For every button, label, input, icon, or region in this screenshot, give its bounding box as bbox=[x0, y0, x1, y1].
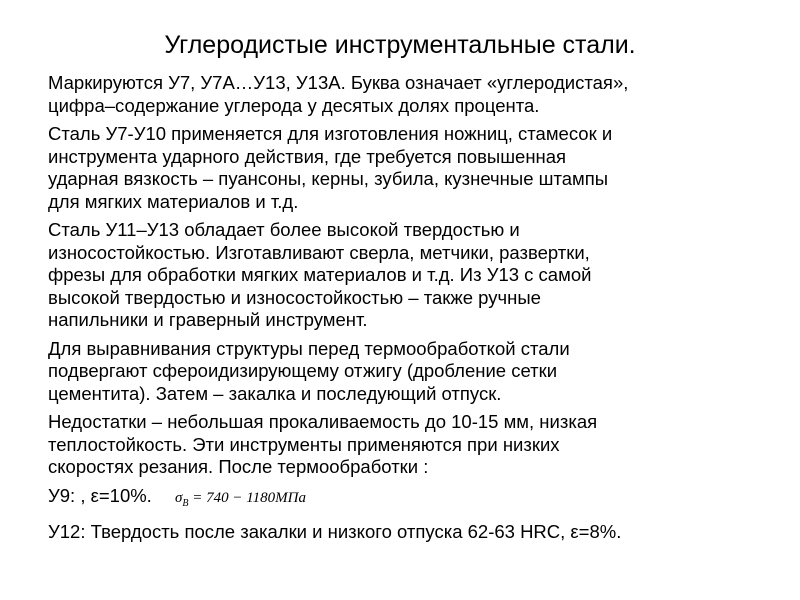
paragraph-u12 bbox=[48, 521, 778, 544]
text-line: фрезы для обработки мягких материалов и т.д. Из У13 с самой bbox=[48, 264, 592, 285]
u12-text: У12: Твердость после закалки и низкого отпуска 62-63 HRC, ε=8%. bbox=[48, 521, 622, 542]
text-line: подвергают сфероидизирующему отжигу (дробление сетки bbox=[48, 360, 558, 381]
slide-body bbox=[48, 72, 778, 550]
paragraph-u9 bbox=[48, 485, 778, 516]
text-line: Маркируются У7, У7А…У13, У13А. Буква означает «углеродистая», bbox=[48, 72, 629, 93]
paragraph-u7-u10 bbox=[48, 123, 778, 213]
text-line: инструмента ударного действия, где требуется повышенная bbox=[48, 145, 567, 167]
u9-text: У9: , ε=10%. bbox=[48, 484, 152, 506]
text-line: цифра–содержание углерода у десятых долях процента. bbox=[48, 94, 540, 116]
text-line: теплостойкость. Эти инструменты применяются при низких bbox=[48, 433, 560, 455]
text-line: Сталь У7-У10 применяется для изготовления ножниц, стамесок и bbox=[48, 123, 613, 144]
text-line: скоростях резания. После термообработки : bbox=[48, 456, 429, 477]
text-line: ударная вязкость – пуансоны, керны, зубила, кузнечные штампы bbox=[48, 168, 609, 189]
paragraph-annealing bbox=[48, 338, 778, 406]
text-line: Для выравнивания структуры перед термообработкой стали bbox=[48, 337, 570, 359]
slide-title: Углеродистые инструментальные стали. bbox=[164, 31, 636, 59]
text-line: для мягких материалов и т.д. bbox=[48, 190, 299, 212]
paragraph-drawbacks bbox=[48, 411, 778, 479]
text-line: Сталь У11–У13 обладает более высокой твердостью и bbox=[48, 219, 520, 240]
sigma-symbol: σ bbox=[174, 489, 183, 506]
text-line: износостойкостью. Изготавливают сверла, метчики, развертки, bbox=[48, 241, 590, 263]
text-line: цементита). Затем – закалка и последующий отпуск. bbox=[48, 382, 502, 404]
paragraph-marking bbox=[48, 72, 778, 117]
strength-formula bbox=[174, 489, 306, 509]
text-line: напильники и граверный инструмент. bbox=[48, 309, 368, 330]
text-line: Недостатки – небольшая прокаливаемость до 10-15 мм, низкая bbox=[48, 411, 598, 432]
formula-value: = 740 − 1180МПа bbox=[188, 489, 306, 506]
sigma-subscript: В bbox=[182, 497, 189, 509]
text-line: высокой твердостью и износостойкостью – также ручные bbox=[48, 286, 541, 308]
paragraph-u11-u13 bbox=[48, 219, 778, 332]
